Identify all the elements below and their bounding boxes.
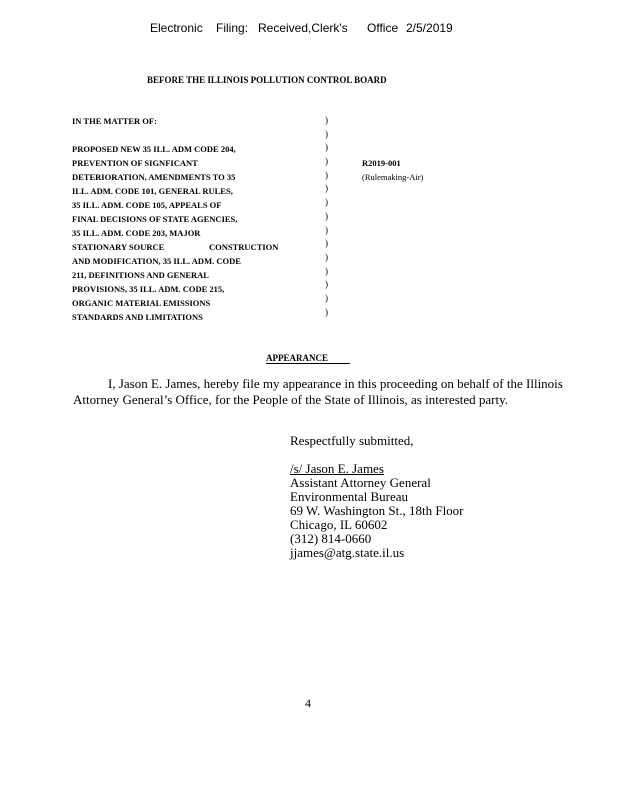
- matter-line: PROVISIONS, 35 ILL. ADM. CODE 215,: [72, 284, 225, 294]
- matter-construction: CONSTRUCTION: [209, 242, 279, 252]
- paren: ): [325, 265, 328, 276]
- phone-number: (312) 814-0660: [290, 531, 372, 546]
- matter-line: STANDARDS AND LIMITATIONS: [72, 312, 203, 322]
- paren: ): [325, 142, 328, 153]
- paren: ): [325, 156, 328, 167]
- matter-line: AND MODIFICATION, 35 ILL. ADM. CODE: [72, 256, 241, 266]
- address-line-1: 69 W. Washington St., 18th Floor: [290, 503, 464, 518]
- body-line-1: I, Jason E. James, hereby file my appearance in this proceeding on behalf of the Illinois: [108, 376, 563, 391]
- address-line-2: Chicago, IL 60602: [290, 517, 388, 532]
- matter-line: 211, DEFINITIONS AND GENERAL: [72, 270, 209, 280]
- paren: ): [325, 251, 328, 262]
- header-date: 2/5/2019: [406, 21, 453, 35]
- matter-line: FINAL DECISIONS OF STATE AGENCIES,: [72, 214, 238, 224]
- paren: ): [325, 238, 328, 249]
- matter-line: PROPOSED NEW 35 ILL. ADM CODE 204,: [72, 144, 236, 154]
- matter-line: DETERIORATION, AMENDMENTS TO 35: [72, 172, 236, 182]
- header-office: Office: [367, 21, 399, 35]
- matter-line: PREVENTION OF SIGNFICANT: [72, 158, 198, 168]
- header-filing: Filing:: [216, 21, 249, 35]
- signer-bureau: Environmental Bureau: [290, 489, 409, 504]
- paren: ): [325, 292, 328, 303]
- matter-line: ILL. ADM. CODE 101, GENERAL RULES,: [72, 186, 233, 196]
- header-received: Received,Clerk's: [258, 21, 348, 35]
- appearance-heading: APPEARANCE: [266, 353, 350, 364]
- body-line-2: Attorney General’s Office, for the People of the State of Illinois, as interested party.: [73, 392, 509, 407]
- paren: ): [325, 306, 328, 317]
- paren: ): [325, 197, 328, 208]
- signature-line: /s/ Jason E. James: [290, 461, 384, 476]
- matter-line: IN THE MATTER OF:: [72, 116, 157, 126]
- email-address: jjames@atg.state.il.us: [290, 545, 405, 560]
- case-type: (Rulemaking-Air): [362, 172, 424, 182]
- paren: ): [325, 210, 328, 221]
- matter-line: STATIONARY SOURCE: [72, 242, 165, 252]
- signer-title: Assistant Attorney General: [290, 475, 431, 490]
- paren: ): [325, 183, 328, 194]
- paren-column: [325, 114, 328, 319]
- closing: Respectfully submitted,: [290, 433, 414, 448]
- case-number: R2019-001: [362, 158, 401, 168]
- paren: ): [325, 128, 328, 139]
- header-electronic: Electronic: [150, 21, 203, 35]
- paren: ): [325, 115, 328, 125]
- paren: ): [325, 279, 328, 290]
- matter-line: 35 ILL. ADM. CODE 105, APPEALS OF: [72, 200, 222, 210]
- page-number: 4: [305, 696, 311, 710]
- matter-line: ORGANIC MATERIAL EMISSIONS: [72, 298, 211, 308]
- paren: ): [325, 169, 328, 180]
- matter-line: 35 ILL. ADM. CODE 203, MAJOR: [72, 228, 201, 238]
- board-title: BEFORE THE ILLINOIS POLLUTION CONTROL BOARD: [147, 75, 387, 85]
- paren: ): [325, 224, 328, 235]
